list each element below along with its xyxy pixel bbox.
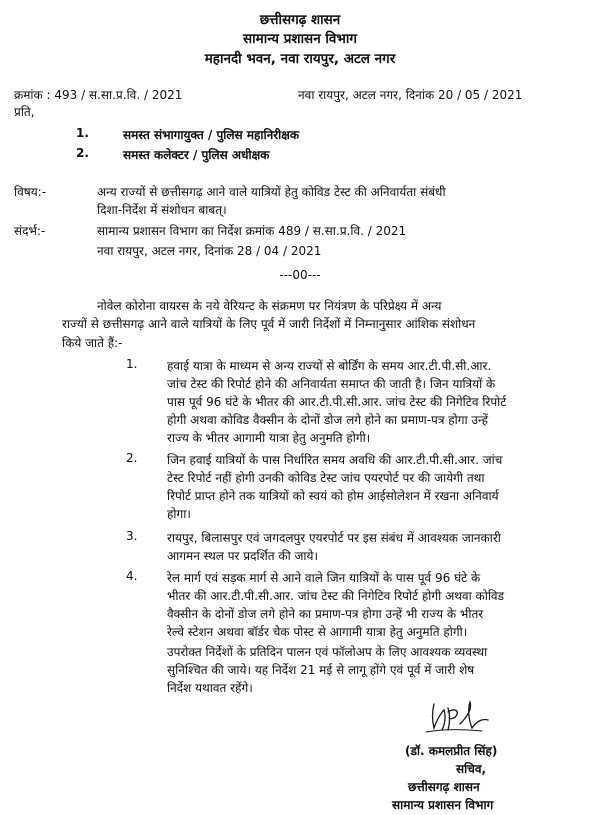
point-line: रायपुर, बिलासपुर एवं जगदलपुर एयरपोर्ट पर इस संबंध में आवश्यक जानकारी	[167, 531, 501, 545]
point-line: वैक्सीन के दोनों डोज लगे होने का प्रमाण-पत्र होगा उन्हें भी राज्य के भीतर	[167, 607, 484, 621]
point-line: भीतर की आर.टी.पी.सी.आर. जांच टेस्ट की निगेटिव रिपोर्ट होगी अथवा कोविड	[167, 589, 505, 603]
addressee-text: समस्त कलेक्टर / पुलिस अधीक्षक	[123, 148, 270, 162]
point-line: रिपोर्ट प्राप्त होने तक यात्रियों को स्वयं को होम आईसोलेशन में रखना अनिवार्य	[167, 489, 499, 503]
handwritten-signature	[412, 698, 504, 738]
point-line: होगी अथवा कोविड वैक्सीन के दोनों डोज लगे होने का प्रमाण-पत्र होगा उन्हें	[167, 413, 488, 427]
header-government: छत्तीसगढ़ शासन	[259, 12, 341, 28]
signatory-department: सामान्य प्रशासन विभाग	[392, 798, 494, 812]
subject-line: दिशा-निर्देश में संशोधन बाबत्।	[97, 203, 227, 217]
closing-line: निर्देश यथावत रहेंगे।	[167, 681, 253, 695]
point-number: 2.	[126, 451, 138, 465]
reference-line: सामान्य प्रशासन विभाग का निर्देश क्रमांक 489 / स.सा.प्र.वि. / 2021	[97, 224, 407, 238]
signatory-designation: सचिव,	[456, 762, 487, 776]
point-number: 4.	[126, 569, 138, 583]
closing-line: उपरोक्त निर्देशों के प्रतिदिन पालन एवं फॉलोअप के लिए आवश्यक व्यवस्था	[167, 645, 488, 659]
intro-line: राज्यों से छत्तीसगढ़ आने वाले यात्रियों के लिए पूर्व में जारी निर्देशों में निम्नानुसार आंशिक संशोधन	[62, 317, 476, 331]
signatory-name: (डॉ. कमलप्रीत सिंह)	[405, 744, 498, 758]
signatory-government: छत्तीसगढ़ शासन	[408, 780, 480, 794]
subject-line: अन्य राज्यों से छत्तीसगढ़ आने वाले यात्रियों हेतु कोविड टेस्ट की अनिवार्यता संबंधी	[97, 185, 446, 199]
point-line: हवाई यात्रा के माध्यम से अन्य राज्यों से बोर्डिंग के समय आर.टी.पी.सी.आर.	[167, 359, 492, 373]
addressee-number: 2.	[76, 146, 89, 160]
point-line: आगमन स्थल पर प्रदर्शित की जाये।	[167, 549, 319, 563]
reference-label: संदर्भ:-	[14, 224, 46, 238]
header-address: महानदी भवन, नवा रायपुर, अटल नगर	[204, 51, 396, 67]
prati-label: प्रति,	[14, 105, 35, 119]
point-line: होगा।	[167, 507, 191, 521]
point-line: पास पूर्व 96 घंटे के भीतर की आर.टी.पी.सी.आर. जांच टेस्ट की निगेटिव रिपोर्ट	[167, 395, 507, 409]
point-line: जिन हवाई यात्रियों के पास निर्धारित समय अवधि की आर.टी.पी.सी.आर. जांच	[167, 453, 503, 467]
point-number: 1.	[126, 357, 138, 371]
point-line: रेल मार्ग एवं सड़क मार्ग से आने वाले जिन यात्रियों के पास पूर्व 96 घंटे के	[167, 571, 481, 585]
intro-line: नोवेल कोरोना वायरस के नये वेरियन्ट के संक्रमण पर नियंत्रण के परिप्रेक्ष्य में अन्य	[97, 299, 442, 313]
closing-line: सुनिश्चित की जाये। यह निर्देश 21 मई से लागू होंगे एवं पूर्व में जारी शेष	[167, 663, 475, 677]
addressee-number: 1.	[76, 126, 89, 140]
point-line: टेस्ट रिपोर्ट नहीं होगी उनकी कोविड टेस्ट जांच एयरपोर्ट पर की जायेगी तथा	[167, 471, 485, 485]
intro-line: किये जाते हैं:-	[62, 336, 123, 350]
section-divider: ---00---	[279, 268, 321, 282]
point-line: रेल्वे स्टेशन अथवा बॉर्डर चेक पोस्ट से आगामी यात्रा हेतु अनुमति होगी।	[167, 625, 468, 639]
point-line: राज्य के भीतर आगामी यात्रा हेतु अनुमति होगी।	[167, 431, 371, 445]
addressee-text: समस्त संभागायुक्त / पुलिस महानिरीक्षक	[123, 128, 300, 142]
header-department: सामान्य प्रशासन विभाग	[243, 31, 357, 47]
subject-label: विषय:-	[14, 185, 47, 199]
reference-number: क्रमांक : 493 / स.सा.प्र.वि. / 2021	[14, 88, 183, 102]
reference-line: नवा रायपुर, अटल नगर, दिनांक 28 / 04 / 2021	[97, 244, 322, 258]
point-number: 3.	[126, 529, 138, 543]
point-line: जांच टेस्ट की रिपोर्ट होने की अनिवार्यता समाप्त की जाती है। जिन यात्रियों के	[167, 377, 496, 391]
reference-place-date: नवा रायपुर, अटल नगर, दिनांक 20 / 05 / 2021	[298, 88, 523, 102]
